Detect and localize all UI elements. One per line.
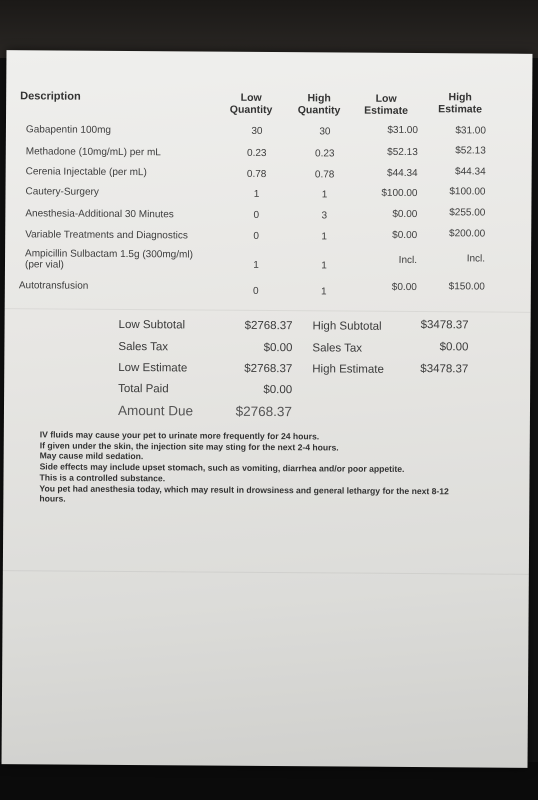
paper-fold [3, 570, 529, 575]
low-estimate-header: Low Estimate [364, 92, 409, 117]
item-description: Anesthesia-Additional 30 Minutes [25, 208, 174, 221]
low-quantity: 0.78 [246, 168, 267, 180]
low-estimate-value: $2768.37 [244, 362, 293, 376]
low-quantity-header: Low Quantity [229, 91, 273, 117]
high-estimate: $255.00 [449, 207, 486, 219]
low-subtotal-value: $2768.37 [244, 319, 293, 333]
low-quantity: 1 [253, 188, 260, 200]
background-top [0, 0, 538, 58]
note-line: IV fluids may cause your pet to urinate more frequently for 24 hours. [39, 429, 320, 442]
high-estimate: $44.34 [455, 166, 486, 178]
paper-fold [5, 308, 531, 313]
care-notes [39, 429, 500, 507]
amount-due-value: $2768.37 [235, 403, 293, 420]
low-estimate-label: Low Estimate [118, 361, 188, 375]
low-estimate: $0.00 [392, 208, 418, 221]
low-quantity: 0.23 [247, 147, 267, 159]
sales-tax-label: Sales Tax [118, 340, 169, 354]
note-line: You pet had anesthesia today, which may result in drowsiness and general lethargy for the next 8-12 [39, 482, 449, 496]
high-quantity: 1 [321, 189, 328, 201]
note-line: May cause mild sedation. [39, 450, 144, 462]
item-description: Cautery-Surgery [25, 186, 99, 198]
background-bottom [0, 762, 538, 800]
item-description: Variable Treatments and Diagnostics [25, 229, 188, 242]
low-quantity: 0 [253, 285, 259, 297]
low-estimate: $31.00 [387, 124, 418, 137]
high-subtotal-value: $3478.37 [420, 319, 469, 332]
high-quantity: 0.23 [315, 148, 335, 160]
estimate-document [2, 50, 533, 768]
high-quantity: 30 [319, 126, 331, 138]
high-quantity: 1 [320, 286, 327, 298]
high-quantity-header: High Quantity [297, 92, 341, 117]
note-line: hours. [39, 493, 66, 504]
high-quantity: 1 [321, 260, 327, 272]
amount-due-label: Amount Due [117, 402, 194, 419]
low-quantity: 1 [253, 259, 259, 271]
high-estimate: $200.00 [449, 228, 486, 240]
high-estimate-value: $3478.37 [420, 363, 469, 376]
sales-tax-value: $0.00 [263, 341, 293, 355]
item-description: Cerenia Injectable (per mL) [25, 166, 147, 179]
description-header: Description [20, 90, 81, 103]
high-subtotal-label: High Subtotal [312, 320, 382, 333]
low-estimate: $0.00 [392, 229, 418, 242]
high-estimate-header: High Estimate [438, 91, 483, 116]
high-estimate: $31.00 [455, 125, 486, 137]
high-sales-tax-label: Sales Tax [312, 342, 363, 355]
low-estimate: $0.00 [391, 281, 417, 294]
low-estimate: Incl. [398, 254, 418, 267]
note-line: If given under the skin, the injection site may sting for the next 2-4 hours. [39, 440, 339, 453]
high-estimate: $52.13 [455, 145, 486, 157]
total-paid-label: Total Paid [118, 382, 169, 396]
item-description: Gabapentin 100mg [25, 124, 112, 136]
high-estimate: $150.00 [448, 281, 485, 293]
high-estimate: Incl. [466, 253, 486, 265]
low-estimate: $100.00 [381, 187, 418, 200]
item-description: Autotransfusion [18, 280, 89, 292]
low-quantity: 30 [251, 125, 263, 137]
note-line: Side effects may include upset stomach, such as vomiting, diarrhea and/or poor appetite. [39, 461, 405, 475]
item-description: Methadone (10mg/mL) per mL [25, 146, 161, 159]
high-estimate-label: High Estimate [312, 363, 384, 376]
item-description: Ampicillin Sulbactam 1.5g (300mg/ml) (per vial) [24, 248, 193, 271]
low-quantity: 0 [253, 209, 260, 221]
high-estimate: $100.00 [449, 186, 486, 198]
high-quantity: 3 [321, 210, 328, 222]
total-paid-value: $0.00 [263, 383, 293, 397]
low-subtotal-label: Low Subtotal [118, 318, 186, 332]
note-line: This is a controlled substance. [39, 472, 166, 484]
low-estimate: $52.13 [387, 146, 418, 159]
high-sales-tax-value: $0.00 [439, 341, 469, 354]
high-quantity: 1 [321, 231, 328, 243]
high-quantity: 0.78 [314, 169, 335, 181]
low-estimate: $44.34 [387, 167, 418, 180]
low-quantity: 0 [253, 230, 260, 242]
